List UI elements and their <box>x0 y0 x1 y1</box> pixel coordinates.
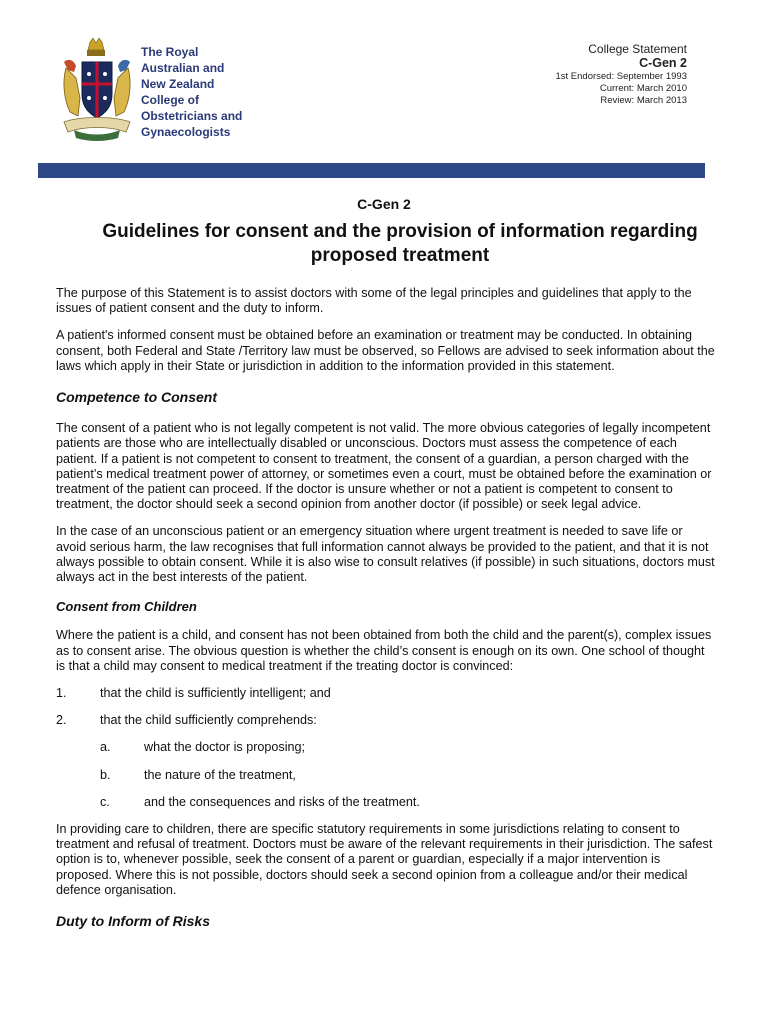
list-number: 2. <box>56 713 67 728</box>
header-divider-band <box>38 163 705 178</box>
list-letter: b. <box>100 767 111 782</box>
organisation-name <box>141 44 301 140</box>
org-name-line: New Zealand <box>141 77 215 91</box>
sub-list-item <box>56 795 716 810</box>
paragraph: In providing care to children, there are specific statutory requirements in some jurisdictions relating to consent to treatment and refusal of treatment. Doctors must be aware of the relevant requirements in their jurisdiction. The safest option is to, whenever possible, seek the consent of a parent or guardian, especially if a major intervention is proposed. Where this is not possible, doctors should seek a second opinion from a colleague and/or their medical defence organisation. <box>56 822 713 897</box>
paragraph: A patient's informed consent must be obtained before an examination or treatment may be conducted. In obtaining consent, both Federal and State /Territory law must be observed, so Fellows are advised to seek information about the laws which apply in their State or jurisdiction in addition to the information provided in this statement. <box>56 328 715 373</box>
list-item <box>56 686 716 701</box>
list-text: the nature of the treatment, <box>144 767 296 782</box>
statement-code: C-Gen 2 <box>639 56 687 70</box>
paragraph: The consent of a patient who is not legally competent is not valid. The more obvious categories of legally incompetent patients are those who are intellectually disabled or unconscious. Doctors must assess the competence of each patient. If a patient is not competent to consent to treatment, the consent of a guardian, a person charged with the patient’s medical treatment power of attorney, or sometimes even a court, must be obtained before the examination or treatment of the patient can proceed. If the doctor is unsure whether or not a patient is competent to consent to treatment, the doctor should seek a second opinion from another doctor (if possible) or seek legal advice. <box>56 421 712 512</box>
org-name-line: Gynaecologists <box>141 125 231 139</box>
list-text: that the child is sufficiently intelligent; and <box>100 686 331 701</box>
first-endorsed-date: 1st Endorsed: September 1993 <box>555 71 687 82</box>
org-name-line: College of <box>141 93 200 107</box>
list-text: that the child sufficiently comprehends: <box>100 713 317 728</box>
document-body <box>56 286 716 945</box>
org-name-line: Obstetricians and <box>141 109 243 123</box>
list-text: and the consequences and risks of the treatment. <box>144 794 420 809</box>
sub-list-item <box>56 768 716 783</box>
list-text: what the doctor is proposing; <box>144 740 306 755</box>
org-name-line: Australian and <box>141 61 225 75</box>
list-letter: c. <box>100 794 110 809</box>
college-coat-of-arms-icon <box>60 38 134 142</box>
sub-list-item <box>56 740 716 755</box>
section-heading: Duty to Inform of Risks <box>56 913 211 930</box>
list-item <box>56 713 716 728</box>
list-letter: a. <box>100 740 111 755</box>
section-heading: Competence to Consent <box>56 389 218 406</box>
statement-meta <box>555 42 687 107</box>
document-code: C-Gen 2 <box>357 196 411 212</box>
paragraph: Where the patient is a child, and consent has not been obtained from both the child and the parent(s), complex issues as to consent arise. The obvious question is whether the child’s consent is enough on its own. One school of thought is that a child may consent to medical treatment if the treating doctor is convinced: <box>56 628 712 673</box>
review-date: Review: March 2013 <box>600 95 687 106</box>
subsection-heading: Consent from Children <box>56 599 197 615</box>
list-number: 1. <box>56 686 67 701</box>
document-title: Guidelines for consent and the provision of information regarding proposed treatment <box>102 221 698 266</box>
paragraph: The purpose of this Statement is to assist doctors with some of the legal principles and guidelines that apply to the issues of patient consent and the duty to inform. <box>56 286 692 316</box>
current-date: Current: March 2010 <box>599 83 687 94</box>
org-name-line: The Royal <box>141 45 199 59</box>
paragraph: In the case of an unconscious patient or an emergency situation where urgent treatment is needed to save life or avoid serious harm, the law recognises that full information cannot always be provided to the patient, and that it is not always possible to obtain consent. While it is also wise to consult relatives (if possible) in such situations, doctors must always act in the best interests of the patient. <box>56 524 715 585</box>
statement-type: College Statement <box>588 42 687 56</box>
